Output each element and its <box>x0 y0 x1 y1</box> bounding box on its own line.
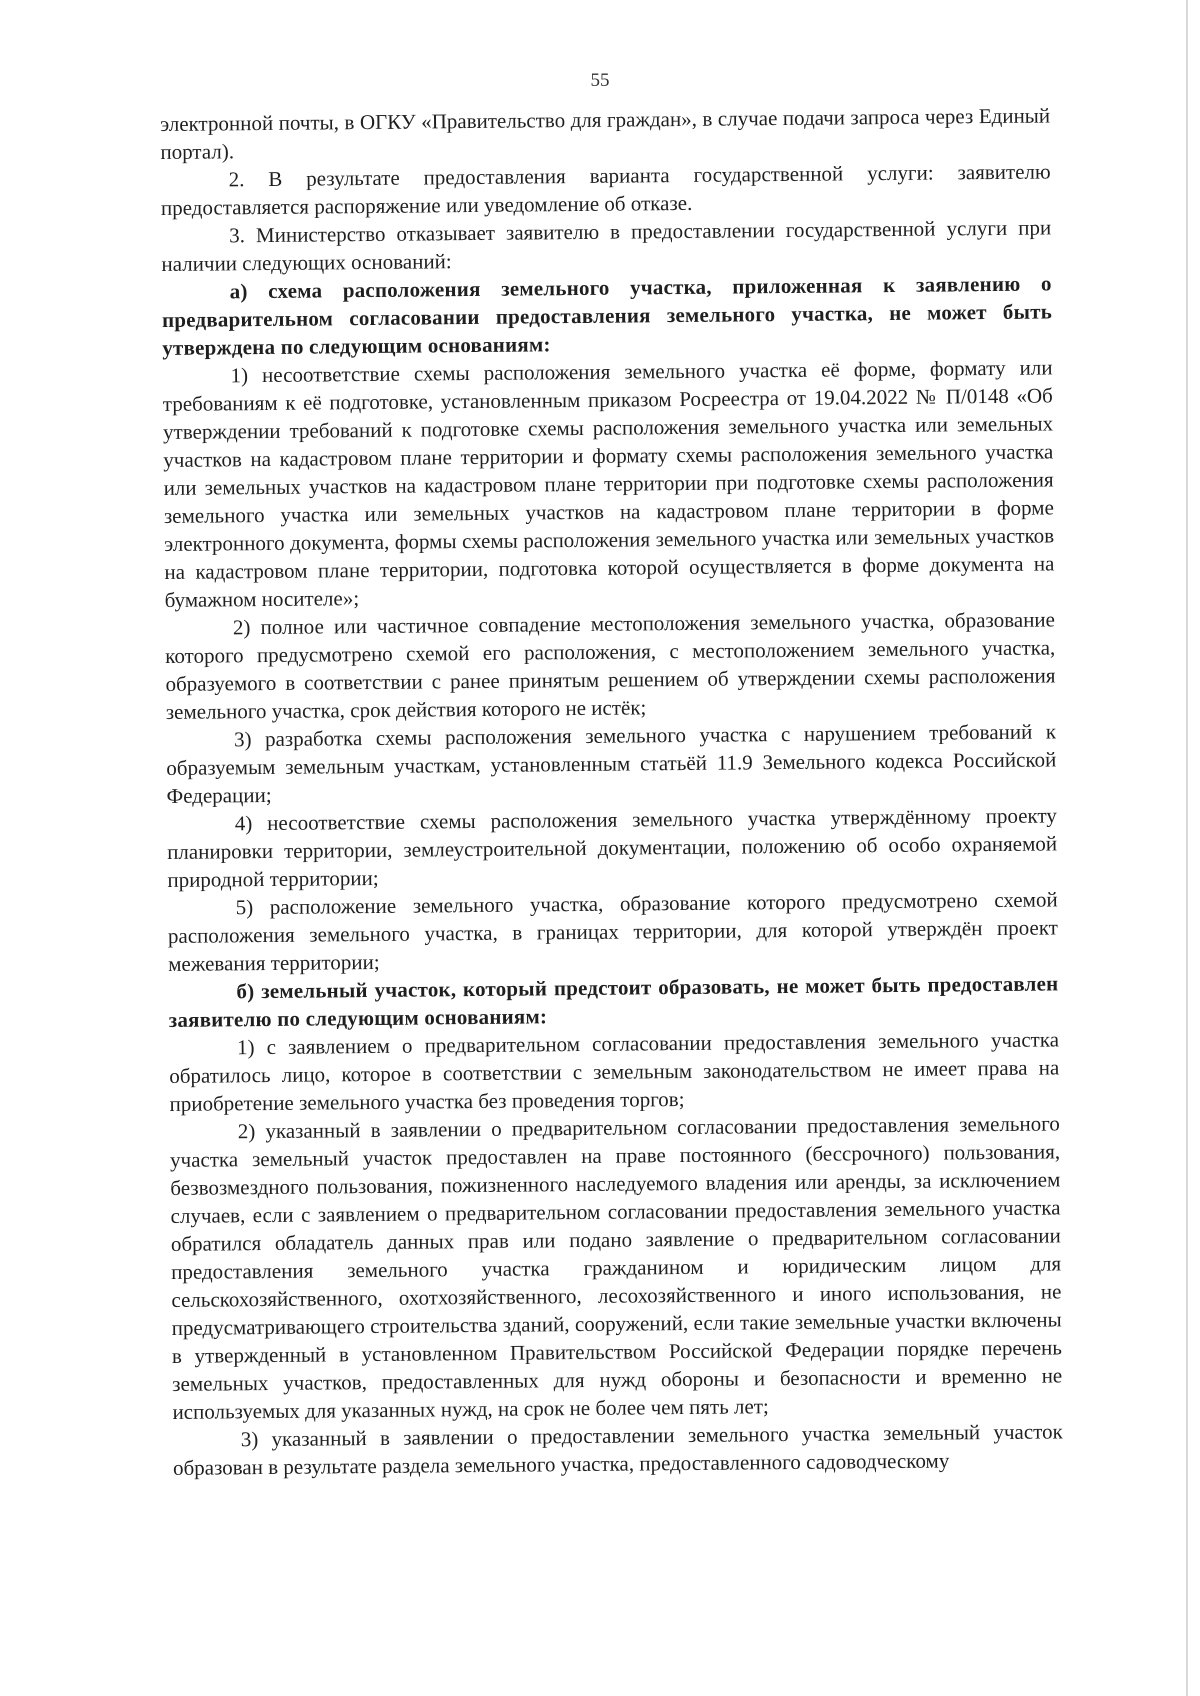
paragraph-item-2: 2. В результате предоставления варианта государственной услуги: заявителю предоставляется распоряжение или уведомление об отказе. <box>160 159 1051 220</box>
list-item-b-2: 2) указанный в заявлении о предварительном согласовании предоставления земельного участка земельный участок предоставлен на праве постоянного (бессрочного) пользования, безвозмездного пользования, пожизненного наследуемого владения или аренды, за исключением случаев, если с заявлением о предварительном согласовании предоставления земельного участка обратился обладатель данных прав или подано заявление о предварительном согласовании предоставления земельного участка гражданином и юридическим лицом для сельскохозяйственного, охотхозяйственного, лесохозяйственного и иного использования, не предусматривающего строительства зданий, сооружений, если такие земельные участки включены в утвержденный в установленном Правительством Российской Федерации порядке перечень земельных участков, предоставленных для нужд обороны и безопасности и временно не используемых для указанных нужд, на срок не более чем пять лет; <box>169 1111 1063 1424</box>
list-item-a-5: 5) расположение земельного участка, образование которого предусмотрено схемой расположения земельного участка, в границах территории, для которой утверждён проект межевания территории; <box>167 887 1059 976</box>
list-item-b-3: 3) указанный в заявлении о предоставлении земельного участка земельный участок образован в результате раздела земельного участка, предоставленного садоводческому <box>172 1419 1063 1480</box>
scan-edge <box>1186 0 1188 1696</box>
list-item-a-2: 2) полное или частичное совпадение местоположения земельного участка, образование которого предусмотрено схемой его расположения, с местоположением земельного участка, образуемого в соответствии с ранее принятым решением об утверждении схемы расположения земельного участка, срок действия которого не истёк; <box>165 607 1056 724</box>
list-item-a-4: 4) несоответствие схемы расположения земельного участка утверждённому проекту планировки территории, землеустроительной документации, положению об особо охраняемой природной территории; <box>167 803 1058 892</box>
page-number: 55 <box>590 70 610 91</box>
body-text <box>160 101 1063 1481</box>
list-item-a-3: 3) разработка схемы расположения земельного участка с нарушением требований к образуемым земельным участкам, установленным статьёй 11.9 Земельного кодекса Российской Федерации; <box>166 719 1057 808</box>
paragraph-item-3: 3. Министерство отказывает заявителю в предоставлении государственной услуги при наличии следующих оснований: <box>161 215 1052 276</box>
list-item-a-1: 1) несоответствие схемы расположения земельного участка её форме, формату или требованиям к её подготовке, установленным приказом Росреестра от 19.04.2022 № П/0148 «Об утверждении требований к подготовке схемы расположения земельного участка или земельных участков на кадастровом плане территории и формату схемы расположения земельного участка или земельных участков на кадастровом плане территории при подготовке схемы расположения земельного участка или земельных участков на кадастровом плане территории в форме электронного документа, формы схемы расположения земельного участка или земельных участков на кадастровом плане территории, подготовка которой осуществляется в форме документа на бумажном носителе»; <box>162 355 1055 612</box>
heading-subsection-a: а) схема расположения земельного участка, приложенная к заявлению о предварительном согласовании предоставления земельного участка, не может быть утверждена по следующим основаниям: <box>161 271 1053 360</box>
heading-subsection-b: б) земельный участок, который предстоит образовать, не может быть предоставлен заявителю по следующим основаниям: <box>168 971 1059 1032</box>
list-item-b-1: 1) с заявлением о предварительном согласовании предоставления земельного участка обратилось лицо, которое в соответствии с земельным законодательством не имеет права на приобретение земельного участка без проведения торгов; <box>169 1027 1060 1116</box>
paragraph-continuation: электронной почты, в ОГКУ «Правительство для граждан», в случае подачи запроса через Единый портал). <box>160 103 1051 164</box>
